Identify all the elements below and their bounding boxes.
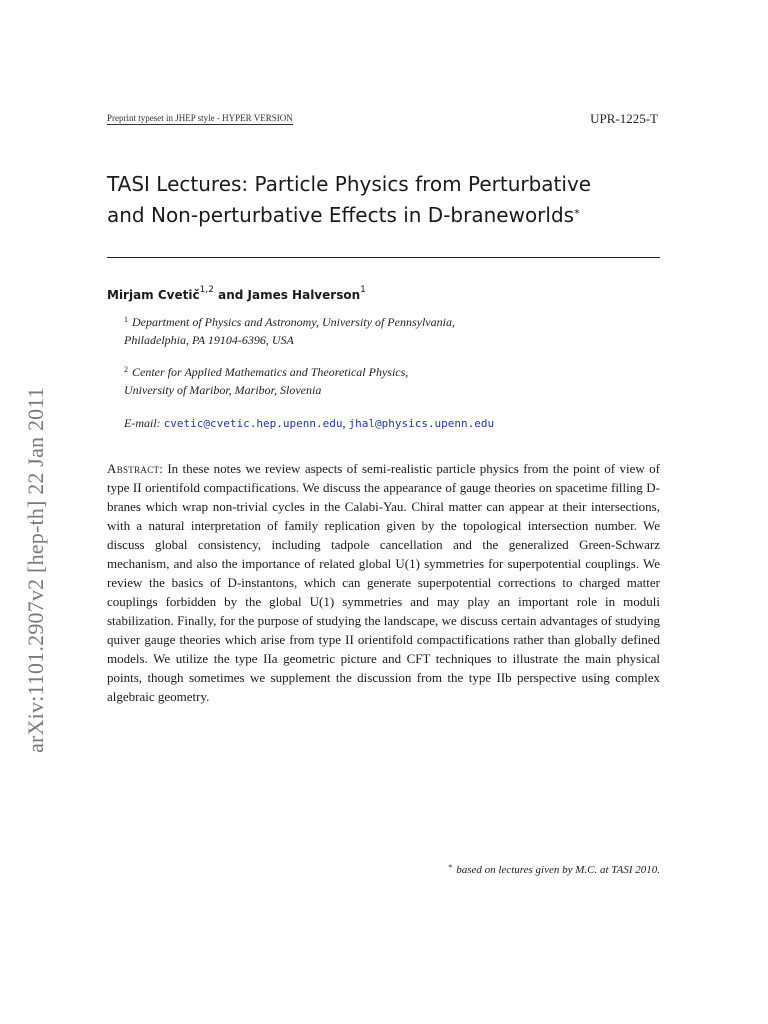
abstract-label: Abstract xyxy=(107,461,160,476)
author-joiner: and xyxy=(213,288,248,302)
preprint-note: Preprint typeset in JHEP style - HYPER VERSION xyxy=(107,113,293,123)
author-name: James Halverson xyxy=(247,288,361,302)
title-footnote-marker: * xyxy=(574,207,580,220)
affiliation-number: 1 xyxy=(124,315,128,324)
email-label: E-mail: xyxy=(124,416,161,430)
affiliation-line xyxy=(124,313,544,331)
email-separator: , xyxy=(342,416,349,430)
report-number: UPR-1225-T xyxy=(590,111,658,126)
affiliation-text: Department of Physics and Astronomy, University of Pennsylvania, xyxy=(132,315,455,329)
title-line-2 xyxy=(107,200,667,231)
title-line-1: TASI Lectures: Particle Physics from Perturbative xyxy=(107,172,592,196)
abstract-text: In these notes we review aspects of semi-realistic particle physics from the point of view of type II orientifold compactifications. We discuss the appearance of gauge theories on spacetime filling D-branes which wrap non-trivial cycles in the Calabi-Yau. Chiral matter can appear at their intersections, with a natural interpretation of family replication given by the topological intersection number. We discuss global consistency, including tadpole cancellation and the generalized Green-Schwarz mechanism, and also the importance of related global U(1) symmetries for superpotential couplings. We review the basics of D-instantons, which can generate superpotential corrections to charged matter couplings forbidden by the global U(1) symmetries and may play an important role in moduli stabilization. Finally, for the purpose of studying the landscape, we discuss certain advantages of studying quiver gauge theories which arise from type II orientifold compactifications rather than globally defined models. We utilize the type IIa geometric picture and CFT techniques to illustrate the main physical points, though sometimes we supplement the discussion from the type IIb perspective using complex algebraic geometry. xyxy=(107,461,660,704)
email-link[interactable]: cvetic@cvetic.hep.upenn.edu xyxy=(163,417,343,430)
author-list xyxy=(107,285,366,302)
arxiv-side-stamp: arXiv:1101.2907v2 [hep-th] 22 Jan 2011 xyxy=(23,387,48,753)
affiliation-line xyxy=(124,363,544,381)
affiliation-2 xyxy=(124,363,544,399)
email-line xyxy=(124,416,494,431)
paper-title xyxy=(107,169,667,231)
affiliation-line: University of Maribor, Maribor, Slovenia xyxy=(124,383,322,397)
affiliation-line: Philadelphia, PA 19104-6396, USA xyxy=(124,333,294,347)
author-name: Mirjam Cvetič xyxy=(107,288,200,302)
affiliation-number: 2 xyxy=(124,365,128,374)
title-line-2-text: and Non-perturbative Effects in D-braneworlds xyxy=(107,203,575,227)
abstract xyxy=(107,459,660,706)
affiliation-text: Center for Applied Mathematics and Theoretical Physics, xyxy=(132,365,409,379)
footnote xyxy=(448,864,660,876)
footnote-text: based on lectures given by M.C. at TASI 2010. xyxy=(456,864,660,876)
footnote-marker: * xyxy=(448,863,453,872)
title-rule xyxy=(107,257,660,258)
author-affil-marks: 1,2 xyxy=(199,285,214,295)
author-affil-marks: 1 xyxy=(360,285,366,295)
abstract-label-colon: : xyxy=(159,461,163,476)
affiliation-1 xyxy=(124,313,544,349)
email-link[interactable]: jhal@physics.upenn.edu xyxy=(348,417,495,430)
